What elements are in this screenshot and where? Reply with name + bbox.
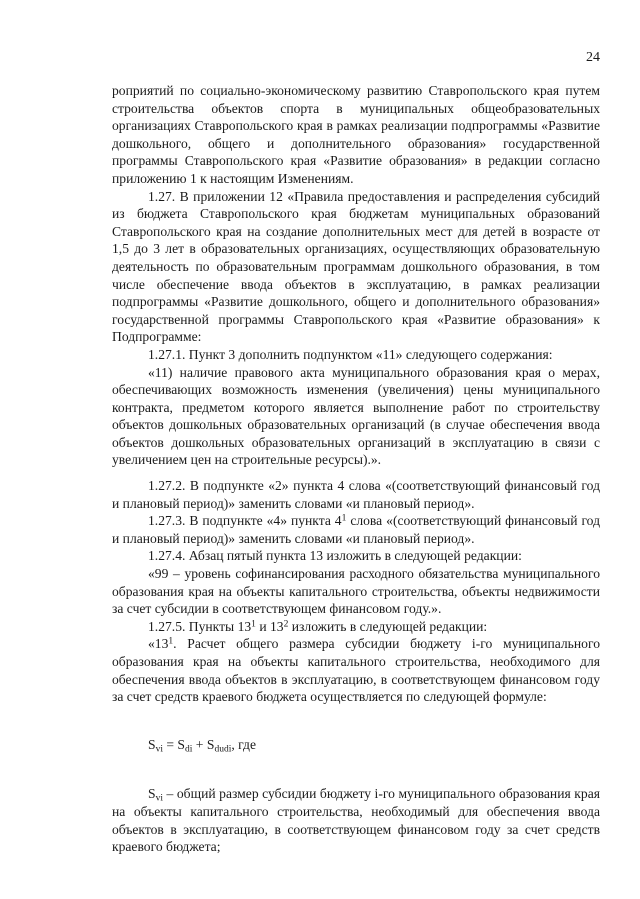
text-run: и 13 (255, 618, 284, 634)
text-run: S (148, 786, 156, 802)
document-body (112, 82, 600, 856)
text-run: 1.27.3. В подпункте «4» пункта 4 (148, 513, 342, 529)
text-run: 1.27.5. Пункты 13 (148, 618, 252, 634)
subscript: di (185, 744, 193, 755)
paragraph-13-1 (112, 635, 600, 705)
paragraph-99 (112, 565, 600, 618)
superscript: 1 (251, 619, 256, 630)
subscript: vi (155, 793, 163, 804)
text-run: , где (231, 736, 257, 752)
text-run: «13 (148, 636, 169, 652)
text-run: «99 – уровень софинансирования расходного обязательства муниципального образования края на объекты капитального строительства, объекты недвижимости за счет субсидии в соответствующем финансовом году.». (112, 566, 600, 617)
text-run: – общий размер субсидии бюджету i-го муниципального образования края на объекты капитального строительства, необходимый для обеспечения ввода объектов в эксплуатацию, в соответствующем финансовом году за счет средств краевого бюджета; (112, 786, 600, 855)
text-run: слова «(соответствующий финансовый год и плановый период)» заменить словами «и плановый период». (112, 513, 600, 546)
formula (148, 736, 600, 754)
text-run: 1.27. В приложении 12 «Правила предоставления и распределения субсидий из бюджета Ставропольского края бюджетам муниципальных образований Ставропольского края на создание дополнительных мест для детей в возрасте от 1,5 до 3 лет в образовательных организациях, осуществляющих образовательную деятельность по образовательным программам дошкольного образования, в том числе обеспечение ввода объектов в эксплуатацию, в рамках реализации подпрограммы «Развитие дошкольного, общего и дополнительного образования» государственной программы Ставропольского края «Развитие образования» к Подпрограмме: (112, 188, 600, 345)
paragraph-1-27-5 (112, 618, 600, 636)
text-run: «11) наличие правового акта муниципального образования края о мерах, обеспечивающих возможность изменения (увеличения) цены муниципального контракта, предметом которого является выполнение работ по строительству объектов дошкольных образовательных организаций (в случае обеспечения ввода объектов дошкольных образовательных организаций в эксплуатацию в связи с увеличением цен на строительные ресурсы).». (112, 364, 600, 468)
text-run: 1.27.4. Абзац пятый пункта 13 изложить в следующей редакции: (148, 548, 522, 564)
subscript: dudi (214, 744, 232, 755)
paragraph-svi-definition (112, 785, 600, 855)
paragraph-1-27-1 (112, 346, 600, 364)
text-run: + S (192, 736, 215, 752)
paragraph-1-27-3 (112, 512, 600, 547)
subscript: vi (155, 744, 163, 755)
text-run: . Расчет общего размера субсидии бюджету i-го муниципального образования края на объекты капитального строительства, необходимого для обеспечения ввода объектов в эксплуатацию, в соответствующем финансовом году за счет средств краевого бюджета осуществляется по следующей формуле: (112, 636, 600, 705)
text-run: изложить в следующей редакции: (288, 618, 488, 634)
paragraph-subitem-11 (112, 364, 600, 470)
paragraph-1-27-2 (112, 477, 600, 512)
superscript: 1 (168, 637, 174, 648)
paragraph-1-27-4 (112, 547, 600, 565)
superscript: 2 (283, 619, 289, 630)
page-number: 24 (586, 50, 600, 65)
text-run: = S (162, 736, 185, 752)
superscript: 1 (341, 513, 347, 524)
paragraph-1-27 (112, 188, 600, 346)
text-run: 1.27.2. В подпункте «2» пункта 4 слова «(соответствующий финансовый год и плановый период)» заменить словами «и плановый период». (112, 478, 600, 511)
text-run: 1.27.1. Пункт 3 дополнить подпунктом «11» следующего содержания: (148, 346, 553, 362)
text-run: S (148, 736, 156, 752)
text-run: роприятий по социально-экономическому развитию Ставропольского края путем строительства объектов спорта в муниципальных общеобразовательных организациях Ставропольского края в рамках реализации подпрограммы «Развитие дошкольного, общего и дополнительного образования» государственной программы Ставропольского края «Развитие образования» в редакции согласно приложению 1 к настоящим Изменениям. (112, 83, 600, 186)
paragraph-continuation (112, 82, 600, 188)
